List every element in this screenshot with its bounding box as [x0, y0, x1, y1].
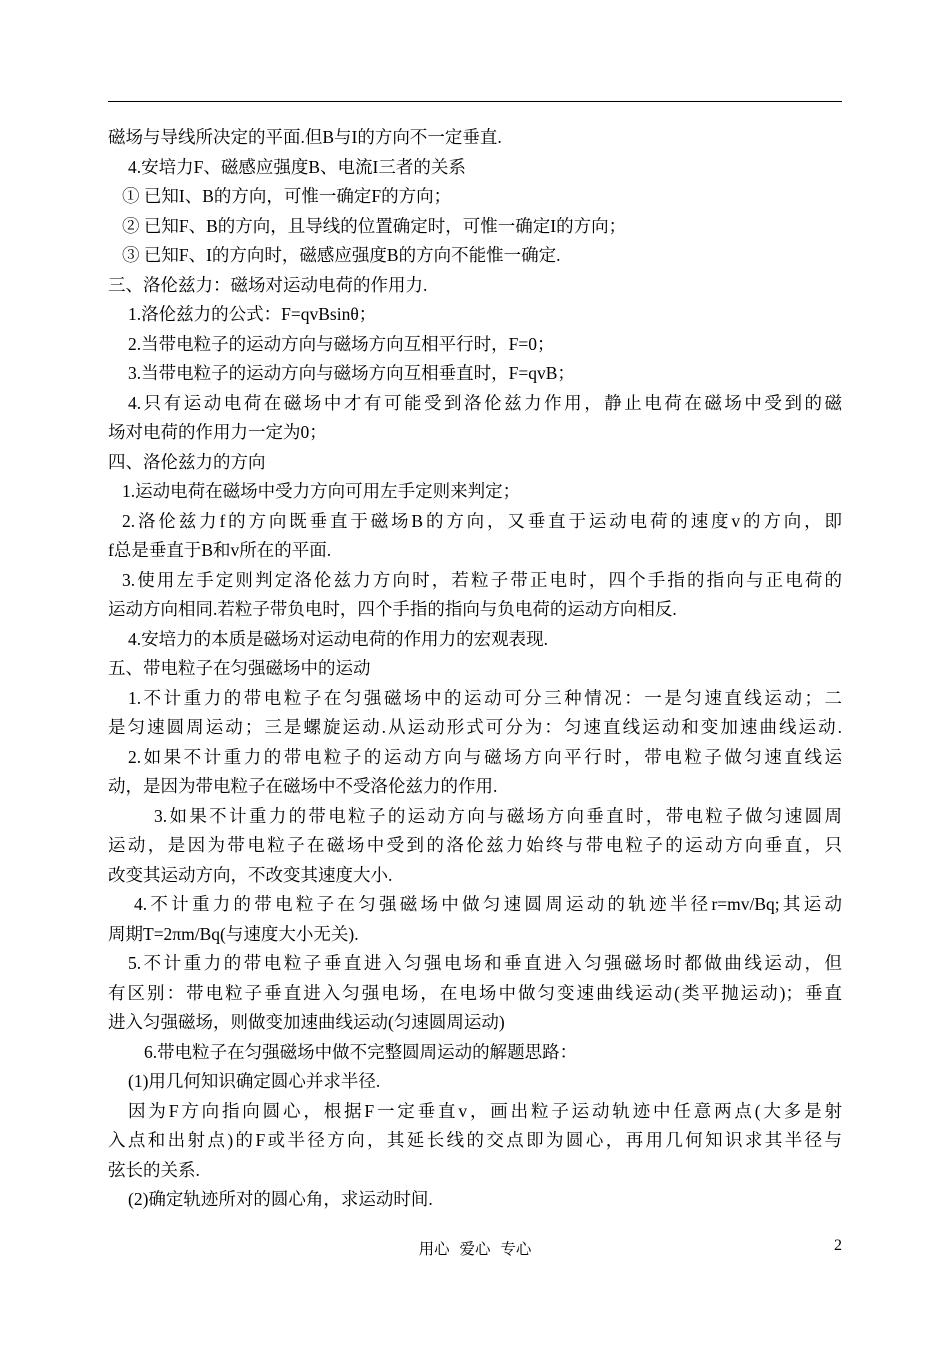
body-text [108, 123, 842, 1215]
text-line: 1.洛伦兹力的公式：F=qvBsinθ； [128, 304, 377, 324]
text-line: ① 已知I、B的方向，可惟一确定F的方向； [122, 186, 452, 206]
text-line: 4.只有运动电荷在磁场中才有可能受到洛伦兹力作用，静止电荷在磁场中受到的磁 [128, 392, 842, 413]
text-line: 运动方向相同.若粒子带负电时，四个手指的指向与负电荷的运动方向相反. [108, 599, 677, 619]
text-line: 动，是因为带电粒子在磁场中不受洛伦兹力的作用. [108, 776, 498, 796]
text-line: f总是垂直于B和v所在的平面. [108, 540, 332, 560]
page-number: 2 [834, 1237, 842, 1254]
text-line: 5.不计重力的带电粒子垂直进入匀强电场和垂直进入匀强磁场时都做曲线运动，但 [128, 953, 842, 973]
text-line: 3.如果不计重力的带电粒子的运动方向与磁场方向垂直时，带电粒子做匀速圆周 [154, 805, 842, 826]
section-heading: 五、带电粒子在匀强磁场中的运动 [108, 658, 371, 678]
text-line: 1.运动电荷在磁场中受力方向可用左手定则来判定； [122, 481, 521, 501]
footer-slogan: 用心 爱心 专心 [418, 1241, 532, 1258]
text-line: 磁场与导线所决定的平面.但B与I的方向不一定垂直. [108, 127, 502, 147]
text-line: 4.不计重力的带电粒子在匀强磁场中做匀速圆周运动的轨迹半径r=mv/Bq;其运动 [134, 894, 842, 914]
text-line: ③ 已知F、I的方向时，磁感应强度B的方向不能惟一确定. [122, 245, 561, 265]
text-line: (1)用几何知识确定圆心并求半径. [128, 1071, 381, 1091]
text-line: 场对电荷的作用力一定为0； [108, 422, 327, 442]
header-rule [108, 101, 842, 102]
text-line: 有区别：带电粒子垂直进入匀强电场，在电场中做匀变速曲线运动(类平抛运动)；垂直 [108, 982, 842, 1003]
text-line: 改变其运动方向，不改变其速度大小. [108, 864, 393, 885]
text-line: 2.如果不计重力的带电粒子的运动方向与磁场方向平行时，带电粒子做匀速直线运 [128, 746, 842, 767]
text-line: (2)确定轨迹所对的圆心角，求运动时间. [128, 1189, 433, 1209]
text-line: 运动，是因为带电粒子在磁场中受到的洛伦兹力始终与带电粒子的运动方向垂直，只 [108, 835, 842, 855]
text-line: 3.使用左手定则判定洛伦兹力方向时，若粒子带正电时，四个手指的指向与正电荷的 [122, 569, 842, 590]
section-heading: 四、洛伦兹力的方向 [108, 451, 266, 472]
section-heading: 三、洛伦兹力：磁场对运动电荷的作用力. [108, 274, 428, 295]
text-line: 是匀速圆周运动；三是螺旋运动.从运动形式可分为：匀速直线运动和变加速曲线运动. [108, 717, 842, 737]
text-line: 周期T=2πm/Bq(与速度大小无关). [108, 923, 359, 944]
text-line: 弦长的关系. [108, 1159, 200, 1180]
text-line: 2.洛伦兹力f的方向既垂直于磁场B的方向，又垂直于运动电荷的速度v的方向，即 [122, 510, 842, 531]
text-line: 6.带电粒子在匀强磁场中做不完整圆周运动的解题思路： [144, 1041, 578, 1062]
text-line: 因为F方向指向圆心，根据F一定垂直v，画出粒子运动轨迹中任意两点(大多是射 [128, 1100, 842, 1121]
text-line: 3.当带电粒子的运动方向与磁场方向互相垂直时，F=qvB； [128, 363, 575, 383]
text-line: 4.安培力F、磁感应强度B、电流I三者的关系 [128, 156, 466, 177]
text-line: 2.当带电粒子的运动方向与磁场方向互相平行时，F=0； [128, 333, 555, 354]
text-line: 1.不计重力的带电粒子在匀强磁场中的运动可分三种情况：一是匀速直线运动；二 [128, 687, 842, 708]
text-line: 4.安培力的本质是磁场对运动电荷的作用力的宏观表现. [128, 628, 548, 649]
text-line: 进入匀强磁场，则做变加速曲线运动(匀速圆周运动) [108, 1012, 505, 1032]
text-line: 入点和出射点)的F或半径方向，其延长线的交点即为圆心，再用几何知识求其半径与 [108, 1130, 842, 1150]
text-line: ② 已知F、B的方向，且导线的位置确定时，可惟一确定I的方向； [122, 215, 627, 236]
